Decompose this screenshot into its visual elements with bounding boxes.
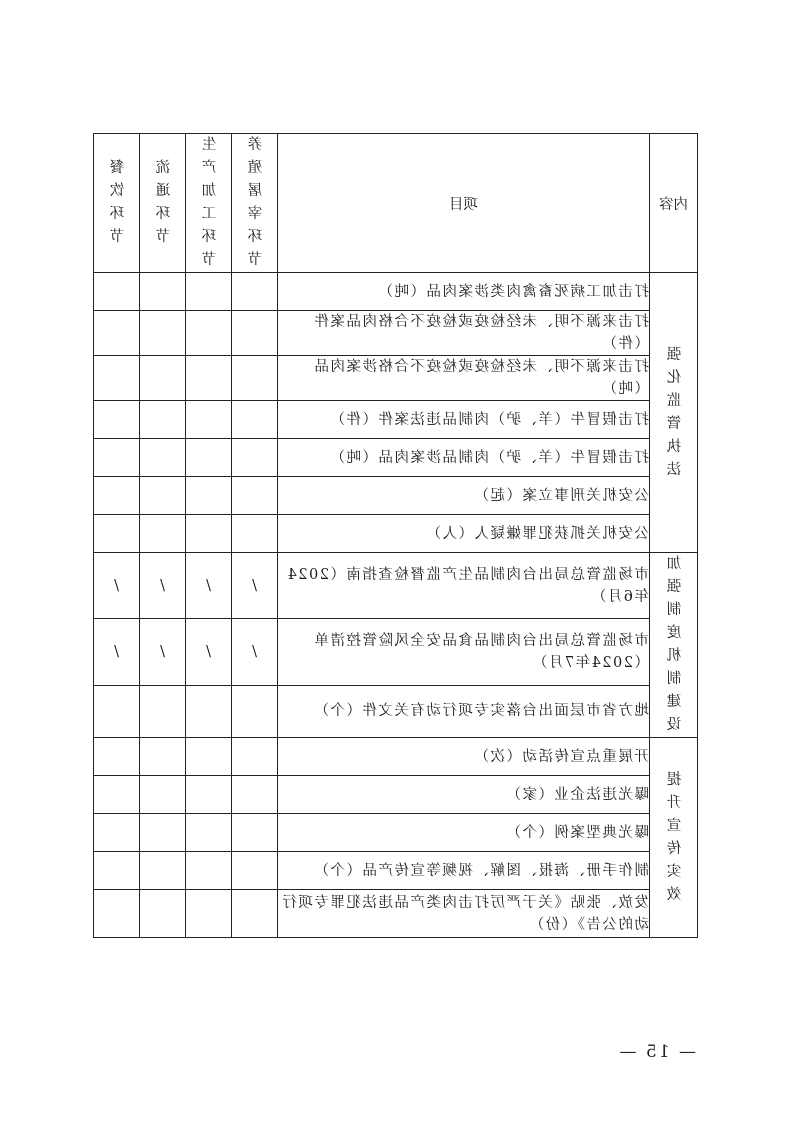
stage-cell [140, 356, 186, 401]
table-row [94, 401, 698, 439]
stage-cell [232, 273, 278, 311]
table-row [94, 311, 698, 356]
stage-cell [94, 439, 140, 477]
item-cell: 打击来源不明、未经检疫或检疫不合格涉案肉品（吨） [278, 356, 650, 401]
table-row [94, 619, 698, 685]
stage-cell [94, 356, 140, 401]
table-row [94, 553, 698, 619]
stage-cell [186, 814, 232, 852]
category-cell [650, 273, 698, 553]
stage-cell [232, 685, 278, 737]
category-cell [650, 738, 698, 938]
stage-cell [140, 515, 186, 553]
header-row [94, 134, 698, 273]
stage-cell [232, 356, 278, 401]
stage-cell: / [186, 619, 232, 685]
item-cell: 市场监管总局出台肉制品生产监督检查指南（2024年6月） [278, 553, 650, 619]
header-stage-slaughter: 养殖屠宰环节 [232, 134, 278, 273]
stage-cell: / [94, 553, 140, 619]
stage-cell [232, 401, 278, 439]
item-cell: 打击来源不明、未经检疫或检疫不合格肉品案件（件） [278, 311, 650, 356]
stage-cell [140, 738, 186, 776]
stage-cell [186, 685, 232, 737]
stage-cell: / [232, 619, 278, 685]
table-row [94, 738, 698, 776]
header-stage-circulation: 流通环节 [140, 134, 186, 273]
stage-cell [232, 890, 278, 938]
statistics-table [93, 133, 698, 938]
item-cell: 地方省市层面出台落实专项行动有关文件（个） [278, 685, 650, 737]
stage-cell [94, 814, 140, 852]
table-row [94, 776, 698, 814]
stage-cell [94, 401, 140, 439]
stage-cell [140, 311, 186, 356]
stage-cell [140, 273, 186, 311]
page-number: — 15 — [617, 1042, 696, 1062]
table-body [94, 273, 698, 938]
stage-cell [186, 890, 232, 938]
category-label: 提升宣传实效 [665, 771, 682, 903]
stage-cell [140, 685, 186, 737]
stage-cell [186, 776, 232, 814]
category-label: 加强制度机制建设 [665, 556, 682, 733]
stage-cell [94, 852, 140, 890]
stage-cell [94, 515, 140, 553]
stage-cell [186, 852, 232, 890]
table-row [94, 685, 698, 737]
stage-cell: / [94, 619, 140, 685]
header-content: 内容 [650, 134, 698, 273]
stage-cell [186, 273, 232, 311]
table-row [94, 814, 698, 852]
table-row [94, 890, 698, 938]
stage-cell [186, 401, 232, 439]
table-row [94, 477, 698, 515]
stage-cell [232, 311, 278, 356]
item-cell: 打击假冒牛（羊、驴）肉制品涉案肉品（吨） [278, 439, 650, 477]
stage-cell [140, 890, 186, 938]
header-stage-catering: 餐饮环节 [94, 134, 140, 273]
stage-cell [140, 852, 186, 890]
stage-cell: / [140, 619, 186, 685]
table-row [94, 356, 698, 401]
stage-cell: / [186, 553, 232, 619]
stage-cell [232, 852, 278, 890]
item-cell: 打击假冒牛（羊、驴）肉制品违法案件（件） [278, 401, 650, 439]
item-cell: 曝光典型案例（个） [278, 814, 650, 852]
stage-cell [186, 311, 232, 356]
stage-cell [140, 439, 186, 477]
stage-cell [232, 814, 278, 852]
stage-cell [232, 738, 278, 776]
stage-cell: / [140, 553, 186, 619]
item-cell: 公安机关刑事立案（起） [278, 477, 650, 515]
stage-cell [232, 477, 278, 515]
stage-cell [94, 685, 140, 737]
table-row [94, 273, 698, 311]
stage-cell: / [232, 553, 278, 619]
stage-cell [186, 439, 232, 477]
table-row [94, 852, 698, 890]
stage-cell [94, 477, 140, 515]
table-row [94, 439, 698, 477]
stage-cell [186, 356, 232, 401]
header-item: 项目 [278, 134, 650, 273]
stage-cell [186, 515, 232, 553]
category-label: 强化监管执法 [665, 346, 682, 478]
stage-cell [140, 814, 186, 852]
item-cell: 制作手册、海报、图解、视频等宣传产品（个） [278, 852, 650, 890]
stage-cell [94, 311, 140, 356]
item-cell: 曝光违法企业（家） [278, 776, 650, 814]
category-cell [650, 553, 698, 738]
stage-cell [186, 477, 232, 515]
item-cell: 市场监管总局出台肉制品食品安全风险管控清单（2024年7月） [278, 619, 650, 685]
item-cell: 打击加工病死畜禽肉类涉案肉品（吨） [278, 273, 650, 311]
table-row [94, 515, 698, 553]
stage-cell [140, 401, 186, 439]
item-cell: 开展重点宣传活动（次） [278, 738, 650, 776]
stage-cell [140, 776, 186, 814]
stage-cell [186, 738, 232, 776]
stage-cell [94, 738, 140, 776]
item-cell: 发放、张贴《关于严厉打击肉类产品违法犯罪专项行动的公告》（份） [278, 890, 650, 938]
item-cell: 公安机关抓获犯罪嫌疑人（人） [278, 515, 650, 553]
stage-cell [140, 477, 186, 515]
stage-cell [94, 776, 140, 814]
stage-cell [94, 890, 140, 938]
header-stage-processing: 生产加工环节 [186, 134, 232, 273]
stage-cell [232, 776, 278, 814]
stage-cell [232, 515, 278, 553]
stage-cell [232, 439, 278, 477]
stage-cell [94, 273, 140, 311]
